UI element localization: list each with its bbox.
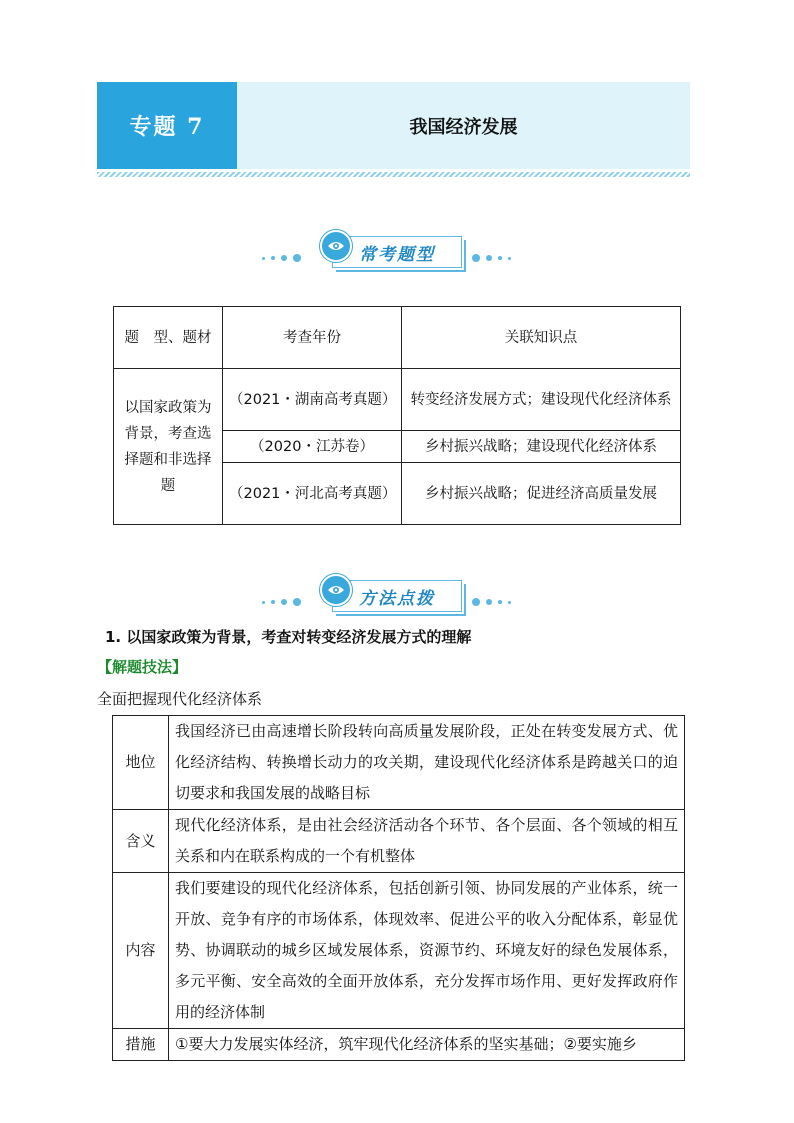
row-key: 措施	[113, 1029, 169, 1061]
table-header-cell: 考查年份	[223, 307, 402, 369]
topic-banner	[97, 82, 690, 169]
decorative-dots-right	[472, 598, 511, 606]
table-row	[113, 1029, 685, 1061]
row-value: 我国经济已由高速增长阶段转向高质量发展阶段，正处在转变发展方式、优化经济结构、转换增长动力的攻关期，建设现代化经济体系是跨越关口的迫切要求和我国发展的战略目标	[169, 716, 685, 810]
topic-cell: 以国家政策为背景，考查选择题和非选择题	[114, 369, 223, 525]
table-header-cell: 关联知识点	[402, 307, 681, 369]
knowledge-cell: 转变经济发展方式；建设现代化经济体系	[402, 369, 681, 431]
section-badge-method-tips	[262, 572, 532, 616]
section-label: 方法点拨	[332, 580, 462, 612]
tip-label: 【解题技法】	[97, 658, 188, 676]
section-badge-common-types	[262, 228, 532, 272]
decorative-dots-right	[472, 254, 511, 262]
table-header-row	[114, 307, 681, 369]
table-row	[113, 716, 685, 810]
lead-text: 全面把握现代化经济体系	[97, 690, 263, 708]
table-row	[114, 369, 681, 431]
table-header-cell: 题 型、题材	[114, 307, 223, 369]
table-row	[113, 873, 685, 1029]
decorative-dots-left	[262, 254, 301, 262]
page-title: 我国经济发展	[409, 116, 518, 138]
economic-system-table	[112, 715, 685, 1061]
table-row	[113, 810, 685, 873]
row-key: 内容	[113, 873, 169, 1029]
row-value: ①要大力发展实体经济，筑牢现代化经济体系的坚实基础；②要实施乡	[169, 1029, 685, 1061]
knowledge-cell: 乡村振兴战略；建设现代化经济体系	[402, 431, 681, 463]
row-key: 地位	[113, 716, 169, 810]
question-heading: 1. 以国家政策为背景，考查对转变经济发展方式的理解	[105, 628, 472, 646]
year-cell: （2020・江苏卷）	[223, 431, 402, 463]
knowledge-cell: 乡村振兴战略；促进经济高质量发展	[402, 463, 681, 525]
year-cell: （2021・河北高考真题）	[223, 463, 402, 525]
section-label: 常考题型	[332, 236, 462, 268]
decorative-dots-left	[262, 598, 301, 606]
topic-number-tag: 专题 7	[97, 82, 237, 169]
eye-icon	[320, 574, 352, 606]
row-value: 我们要建设的现代化经济体系，包括创新引领、协同发展的产业体系，统一开放、竞争有序的市场体系，体现效率、促进公平的收入分配体系，彰显优势、协调联动的城乡区域发展体系，资源节约、环境友好的绿色发展体系，多元平衡、安全高效的全面开放体系，充分发挥市场作用、更好发挥政府作用的经济体制	[169, 873, 685, 1029]
year-cell: （2021・湖南高考真题）	[223, 369, 402, 431]
row-value: 现代化经济体系，是由社会经济活动各个环节、各个层面、各个领域的相互关系和内在联系构成的一个有机整体	[169, 810, 685, 873]
row-key: 含义	[113, 810, 169, 873]
banner-divider	[97, 172, 690, 177]
exam-types-table	[113, 306, 681, 525]
eye-icon	[320, 230, 352, 262]
